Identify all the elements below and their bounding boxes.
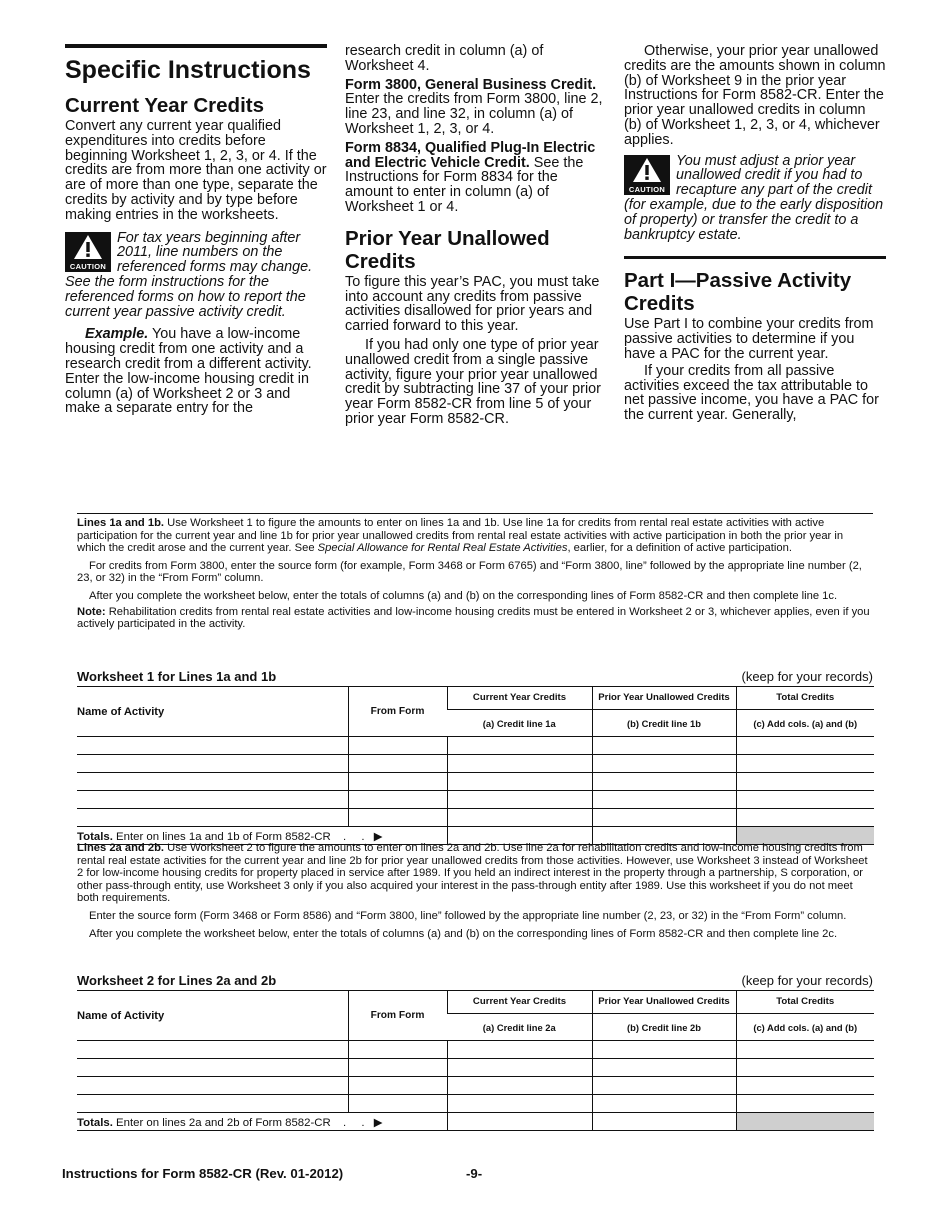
table-row xyxy=(77,1041,874,1059)
cell-a[interactable] xyxy=(447,1095,592,1113)
totals-label: Totals. xyxy=(77,1116,113,1129)
lines-1-label: Lines 1a and 1b. xyxy=(77,517,165,529)
paragraph xyxy=(77,842,873,905)
arrow-icon: ▶ xyxy=(373,1116,383,1129)
arrow-icon: ▶ xyxy=(373,830,383,843)
cell-name[interactable] xyxy=(77,1077,348,1095)
paragraph: After you complete the worksheet below, enter the totals of columns (a) and (b) on the corresponding lines of Form 8582-CR and then complete line 2c. xyxy=(89,927,838,940)
note-label: Note: xyxy=(77,605,106,618)
cell-b[interactable] xyxy=(592,755,736,773)
table-row xyxy=(77,809,874,827)
paragraph: After you complete the worksheet below, enter the totals of columns (a) and (b) on the corresponding lines of Form 8582-CR and then complete line 1c. xyxy=(89,589,838,602)
totals-text: Enter on lines 1a and 1b of Form 8582-CR xyxy=(116,830,331,843)
column-3 xyxy=(624,44,886,423)
col-name-of-activity: Name of Activity xyxy=(77,991,348,1041)
cell-a[interactable] xyxy=(447,791,592,809)
totals-label-cell: Totals. Enter on lines 2a and 2b of Form 8582-CR . . ▶ xyxy=(77,1113,447,1131)
worksheet-1-title-row xyxy=(77,669,873,684)
italic-reference: Special Allowance for Rental Real Estate Activities xyxy=(317,542,568,555)
table-row xyxy=(77,1077,874,1095)
caution-text: You must adjust a prior year unallowed credit if you had to recapture any part of the credit (for example, due to the early disposition of property) or transfer the credit to a bankruptcy estate. xyxy=(624,152,884,243)
totals-row xyxy=(77,1113,874,1131)
cell-c[interactable] xyxy=(736,809,874,827)
caution-block xyxy=(65,231,327,320)
cell-c[interactable] xyxy=(736,791,874,809)
example-text: You have a low-income housing credit from one activity and a research credit from a different activity. Enter the low-income housing credit in column (a) of Worksheet 2 or 3 and make a separate entry for the xyxy=(65,326,312,417)
cell-b[interactable] xyxy=(592,1059,736,1077)
col-prior-year-unallowed: Prior Year Unallowed Credits xyxy=(592,991,736,1014)
cell-name[interactable] xyxy=(77,1041,348,1059)
cell-b[interactable] xyxy=(592,773,736,791)
cell-b[interactable] xyxy=(592,809,736,827)
paragraph: research credit in column (a) of Worksheet 4. xyxy=(345,43,544,74)
column-2 xyxy=(345,44,607,427)
col-name-of-activity: Name of Activity xyxy=(77,687,348,737)
col-credit-line-1b: (b) Credit line 1b xyxy=(592,710,736,737)
cell-from[interactable] xyxy=(348,1059,447,1077)
cell-name[interactable] xyxy=(77,1059,348,1077)
totals-label-cell: Totals. Enter on lines 1a and 1b of Form 8582-CR . . ▶ xyxy=(77,827,447,845)
cell-from[interactable] xyxy=(348,1041,447,1059)
note-paragraph xyxy=(77,606,873,631)
cell-c[interactable] xyxy=(736,755,874,773)
paragraph: For credits from Form 3800, enter the source form (for example, Form 3468 or Form 6765) and “Form 3800, line” followed by the appropriate line number (2, 23, or 32) in the “From Form” column. xyxy=(77,559,862,585)
cell-c[interactable] xyxy=(736,1059,874,1077)
caution-icon xyxy=(65,232,111,272)
col-add-columns: (c) Add cols. (a) and (b) xyxy=(736,1014,874,1041)
col-credit-line-1a: (a) Credit line 1a xyxy=(482,717,556,729)
total-a[interactable] xyxy=(447,1113,592,1131)
lines-2-text: Use Worksheet 2 to figure the amounts to enter on lines 2a and 2b. Use line 2a for rehabilitation credits and low-income housing credits from rental real estate activities for the current year and line 2b for prior year unallowed credits from those activities. However, use Worksheet 3 instead of Worksheet 2 for low-income housing credits for property placed in service after 1989. If you held an indirect interest in the property through a partnership, S corporation, or other pass-through entity, use Worksheet 3 only if you also acquired your interest in the pass-through entity after 1989. Use this worksheet if you do not meet both requirements. xyxy=(77,842,868,905)
footer-form-title: Instructions for Form 8582-CR (Rev. 01-2012) xyxy=(62,1166,344,1181)
cell-b[interactable] xyxy=(592,791,736,809)
cell-from[interactable] xyxy=(348,791,447,809)
paragraph: If you had only one type of prior year unallowed credit from a single passive activity, figure your prior year unallowed credit by subtracting line 37 of your prior year Form 8582-CR from line 5 of your prior year Form 8582-CR. xyxy=(345,336,601,427)
total-c-shaded xyxy=(736,1113,874,1131)
col-total-credits: Total Credits xyxy=(736,687,874,710)
form-3800-paragraph xyxy=(345,78,607,137)
worksheet-1-table xyxy=(77,686,874,845)
paragraph: Use Part I to combine your credits from passive activities to determine if you have a PAC for the current year. xyxy=(624,316,874,362)
cell-from[interactable] xyxy=(348,737,447,755)
part-rule xyxy=(624,256,886,315)
cell-from[interactable] xyxy=(348,809,447,827)
cell-name[interactable] xyxy=(77,809,348,827)
cell-a[interactable] xyxy=(447,737,592,755)
lines-2a-2b-instructions xyxy=(77,842,873,940)
example-label: Example. xyxy=(85,326,149,343)
note-text: Rehabilitation credits from rental real estate activities and low-income housing credits must be entered in Worksheet 2 or 3, whichever applies, even if you actively participated in the activity. xyxy=(77,605,870,631)
example-paragraph xyxy=(65,327,327,416)
caution-block xyxy=(624,154,886,243)
col-current-year-credits: Current Year Credits xyxy=(447,991,592,1014)
cell-name[interactable] xyxy=(77,755,348,773)
cell-b[interactable] xyxy=(592,1077,736,1095)
cell-c[interactable] xyxy=(736,1095,874,1113)
col-total-credits: Total Credits xyxy=(736,991,874,1014)
paragraph: If your credits from all passive activities exceed the tax attributable to net passive income, you have a PAC for the current year. Generally, xyxy=(624,362,879,424)
lines-2-label: Lines 2a and 2b. xyxy=(77,842,165,854)
cell-a[interactable] xyxy=(447,1041,592,1059)
cell-a[interactable] xyxy=(447,1059,592,1077)
col-from-form: From Form xyxy=(348,687,447,737)
cell-from[interactable] xyxy=(348,773,447,791)
table-row xyxy=(77,1095,874,1113)
lines-1-text-end: , earlier, for a definition of active participation. xyxy=(567,542,792,555)
table-row xyxy=(77,773,874,791)
totals-label: Totals. xyxy=(77,830,113,843)
worksheet-1-title: Worksheet 1 for Lines 1a and 1b xyxy=(77,669,277,684)
col-credit-line-2a: (a) Credit line 2a xyxy=(482,1021,556,1033)
cell-c[interactable] xyxy=(736,737,874,755)
totals-text: Enter on lines 2a and 2b of Form 8582-CR xyxy=(116,1116,331,1129)
cell-from[interactable] xyxy=(348,755,447,773)
worksheet-2-table xyxy=(77,990,874,1131)
section-current-year-credits: Current Year Credits xyxy=(65,94,265,117)
col-prior-year-unallowed: Prior Year Unallowed Credits xyxy=(592,687,736,710)
cell-a[interactable] xyxy=(447,755,592,773)
form-8834-paragraph xyxy=(345,141,607,215)
paragraph: Enter the source form (Form 3468 or Form 8586) and “Form 3800, line” followed by the appropriate line number (2, 23, or 32) in the “From Form” column. xyxy=(89,909,847,922)
lines-1-text: Use Worksheet 1 to figure the amounts to enter on lines 1a and 1b. Use line 1a for credits from rental real estate activities with active participation for the current year and line 1b for prior year unallowed credits from rental real estate activities with active participation in both the prior year in which the credit arose and the current year. See xyxy=(77,517,844,555)
col-from-form: From Form xyxy=(348,991,447,1041)
section-part-i: Part I—Passive Activity Credits xyxy=(624,269,852,316)
column-1 xyxy=(65,44,327,416)
total-b[interactable] xyxy=(592,1113,736,1131)
table-row xyxy=(77,791,874,809)
cell-c[interactable] xyxy=(736,1077,874,1095)
cell-name[interactable] xyxy=(77,737,348,755)
worksheet-2-title: Worksheet 2 for Lines 2a and 2b xyxy=(77,973,277,988)
col-credit-line-2b: (b) Credit line 2b xyxy=(592,1014,736,1041)
cell-b[interactable] xyxy=(592,737,736,755)
paragraph: To figure this year’s PAC, you must take into account any credits from passive activities disallowed for prior years and carried forward to this year. xyxy=(345,273,600,335)
form-3800-text: Enter the credits from Form 3800, line 2, line 23, and line 32, in column (a) of Worksheet 1, 2, 3, or 4. xyxy=(345,91,603,137)
caution-text: For tax years beginning after 2011, line numbers on the referenced forms may change. See the form instructions for the referenced forms on how to report the current year passive activity credit. xyxy=(65,229,313,320)
page-number: -9- xyxy=(466,1166,483,1181)
cell-from[interactable] xyxy=(348,1095,447,1113)
table-row xyxy=(77,737,874,755)
col-current-year-credits: Current Year Credits xyxy=(447,687,592,710)
form-3800-label: Form 3800, General Business Credit. xyxy=(345,76,597,93)
cell-name[interactable] xyxy=(77,791,348,809)
cell-c[interactable] xyxy=(736,773,874,791)
divider xyxy=(77,513,873,514)
caution-label: CAUTION xyxy=(69,261,107,271)
paragraph: Convert any current year qualified expenditures into credits before beginning Worksheet 1, 2, 3, or 4. If the credits are from more than one activity or are of more than one type, separate the credits by activity and by type before making entries in the worksheets. xyxy=(65,118,327,223)
keep-records-note: (keep for your records) xyxy=(741,973,873,988)
caution-icon xyxy=(624,155,670,195)
paragraph xyxy=(77,517,873,555)
paragraph: Otherwise, your prior year unallowed credits are the amounts shown in column (b) of Worksheet 9 in the prior year Instructions for Form 8582-CR. Enter the prior year unallowed credits in column (b) of Worksheet 1, 2, 3, or 4, whichever applies. xyxy=(624,43,886,148)
cell-a[interactable] xyxy=(447,809,592,827)
cell-name[interactable] xyxy=(77,773,348,791)
keep-records-note: (keep for your records) xyxy=(741,669,873,684)
cell-c[interactable] xyxy=(736,1041,874,1059)
heading-rule xyxy=(65,44,327,48)
table-row xyxy=(77,1059,874,1077)
cell-a[interactable] xyxy=(447,773,592,791)
worksheet-2-title-row xyxy=(77,973,873,988)
caution-label: CAUTION xyxy=(628,184,666,194)
cell-b[interactable] xyxy=(592,1041,736,1059)
cell-b[interactable] xyxy=(592,1095,736,1113)
form-8834-label: Form 8834, Qualified Plug-In Electric and Electric Vehicle Credit. xyxy=(345,139,596,171)
cell-name[interactable] xyxy=(77,1095,348,1113)
page-title: Specific Instructions xyxy=(65,56,311,84)
col-add-columns: (c) Add cols. (a) and (b) xyxy=(736,710,874,737)
section-prior-year-unallowed: Prior Year Unallowed Credits xyxy=(345,226,550,273)
table-row xyxy=(77,755,874,773)
cell-from[interactable] xyxy=(348,1077,447,1095)
lines-1a-1b-instructions xyxy=(77,517,873,631)
cell-a[interactable] xyxy=(447,1077,592,1095)
form-8834-text: See the Instructions for Form 8834 for the amount to enter in column (a) of Worksheet 1 or 4. xyxy=(345,154,584,215)
